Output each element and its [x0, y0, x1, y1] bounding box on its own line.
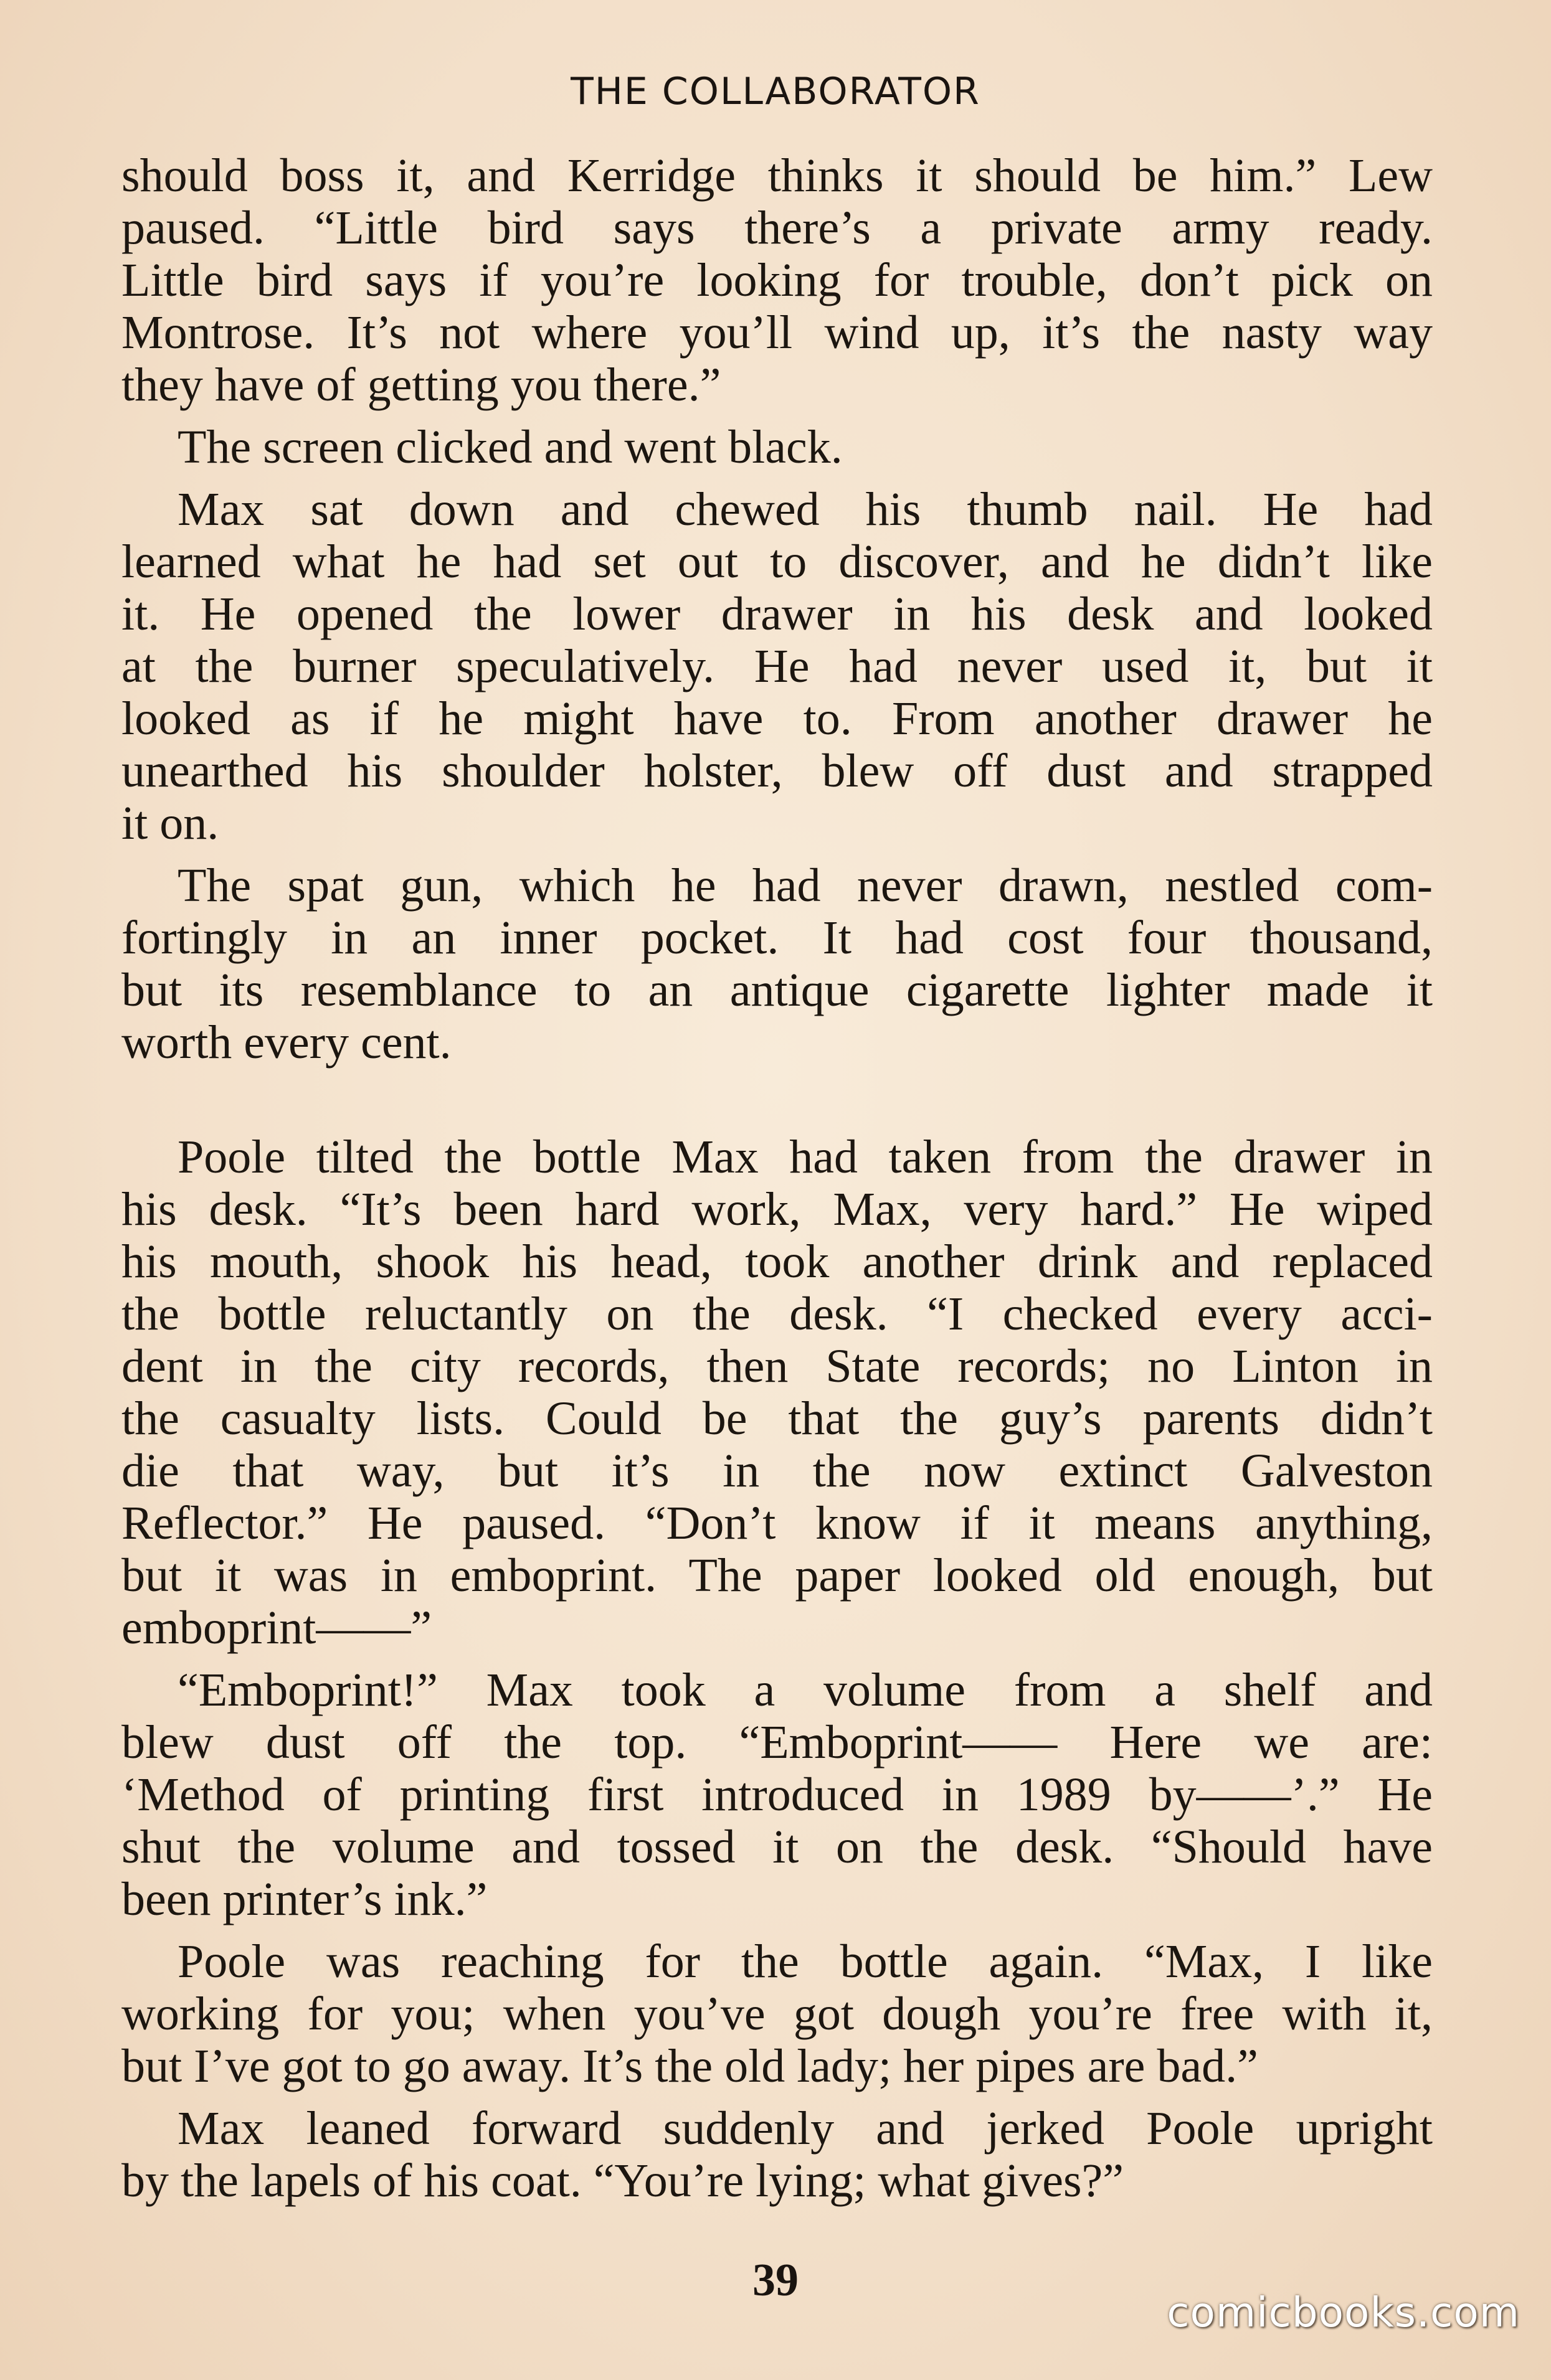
text-line: Max sat down and chewed his thumb nail. He had [178, 483, 1433, 536]
text-line: emboprint——” [121, 1602, 432, 1654]
text-line: worth every cent. [121, 1016, 452, 1069]
paragraph-gap [121, 1069, 1433, 1131]
text-line: at the burner speculatively. He had never used it, but it [121, 640, 1433, 692]
text-line: it on. [121, 797, 219, 849]
text-line: but it was in emboprint. The paper looked old enough, but [121, 1549, 1433, 1602]
text-line: been printer’s ink.” [121, 1873, 488, 1925]
text-line: but I’ve got to go away. It’s the old lady; her pipes are bad.” [121, 2040, 1258, 2092]
paragraph-gap [121, 1654, 1433, 1664]
text-line: Poole was reaching for the bottle again. “Max, I like [178, 1935, 1433, 1988]
text-line: but its resemblance to an antique cigarette lighter made it [121, 964, 1433, 1016]
text-line: The screen clicked and went black. [178, 421, 843, 473]
text-line: Reflector.” He paused. “Don’t know if it means anything, [121, 1497, 1433, 1549]
text-line: they have of getting you there.” [121, 359, 721, 411]
text-line: fortingly in an inner pocket. It had cost four thousand, [121, 912, 1433, 964]
site-watermark: comicbooks.com [1167, 2288, 1520, 2336]
text-line: blew dust off the top. “Emboprint—— Here we are: [121, 1716, 1433, 1768]
text-line: paused. “Little bird says there’s a private army ready. [121, 202, 1433, 254]
paragraph [121, 2102, 1433, 2207]
paragraph [121, 859, 1433, 1069]
paragraph-gap [121, 473, 1433, 483]
text-line: working for you; when you’ve got dough you’re free with it, [121, 1988, 1433, 2040]
text-line: learned what he had set out to discover, and he didn’t like [121, 536, 1433, 588]
text-line: “Emboprint!” Max took a volume from a shelf and [178, 1664, 1433, 1716]
text-line: unearthed his shoulder holster, blew off dust and strapped [121, 745, 1433, 797]
text-line: die that way, but it’s in the now extinct Galveston [121, 1445, 1433, 1497]
text-line: should boss it, and Kerridge thinks it should be him.” Lew [121, 149, 1433, 202]
text-line: dent in the city records, then State records; no Linton in [121, 1340, 1433, 1392]
text-line: Max leaned forward suddenly and jerked Poole upright [178, 2102, 1433, 2155]
text-line: the casualty lists. Could be that the guy’s parents didn’t [121, 1392, 1433, 1445]
page-number: 39 [752, 2255, 799, 2306]
paragraph-gap [121, 849, 1433, 859]
paragraph-gap [121, 411, 1433, 421]
paragraph [121, 1131, 1433, 1654]
text-line: looked as if he might have to. From another drawer he [121, 692, 1433, 745]
text-line: ‘Method of printing first introduced in 1989 by——’.” He [121, 1768, 1433, 1821]
paragraph [121, 483, 1433, 849]
text-line: Poole tilted the bottle Max had taken from the drawer in [178, 1131, 1433, 1183]
paragraph-gap [121, 2092, 1433, 2102]
text-line: shut the volume and tossed it on the desk. “Should have [121, 1821, 1433, 1873]
paragraph [121, 1664, 1433, 1925]
text-line: Little bird says if you’re looking for trouble, don’t pick on [121, 254, 1433, 306]
text-line: it. He opened the lower drawer in his desk and looked [121, 588, 1433, 640]
page-body [121, 149, 1433, 2207]
paragraph [121, 1935, 1433, 2092]
text-line: the bottle reluctantly on the desk. “I checked every acci- [121, 1288, 1433, 1340]
text-line: The spat gun, which he had never drawn, nestled com- [178, 859, 1433, 912]
text-line: by the lapels of his coat. “You’re lying; what gives?” [121, 2155, 1124, 2207]
paragraph [121, 149, 1433, 411]
text-line: Montrose. It’s not where you’ll wind up, it’s the nasty way [121, 306, 1433, 359]
running-header: THE COLLABORATOR [571, 70, 980, 113]
text-line: his desk. “It’s been hard work, Max, very hard.” He wiped [121, 1183, 1433, 1235]
paragraph [121, 421, 1433, 473]
paragraph-gap [121, 1925, 1433, 1935]
text-line: his mouth, shook his head, took another drink and replaced [121, 1235, 1433, 1288]
